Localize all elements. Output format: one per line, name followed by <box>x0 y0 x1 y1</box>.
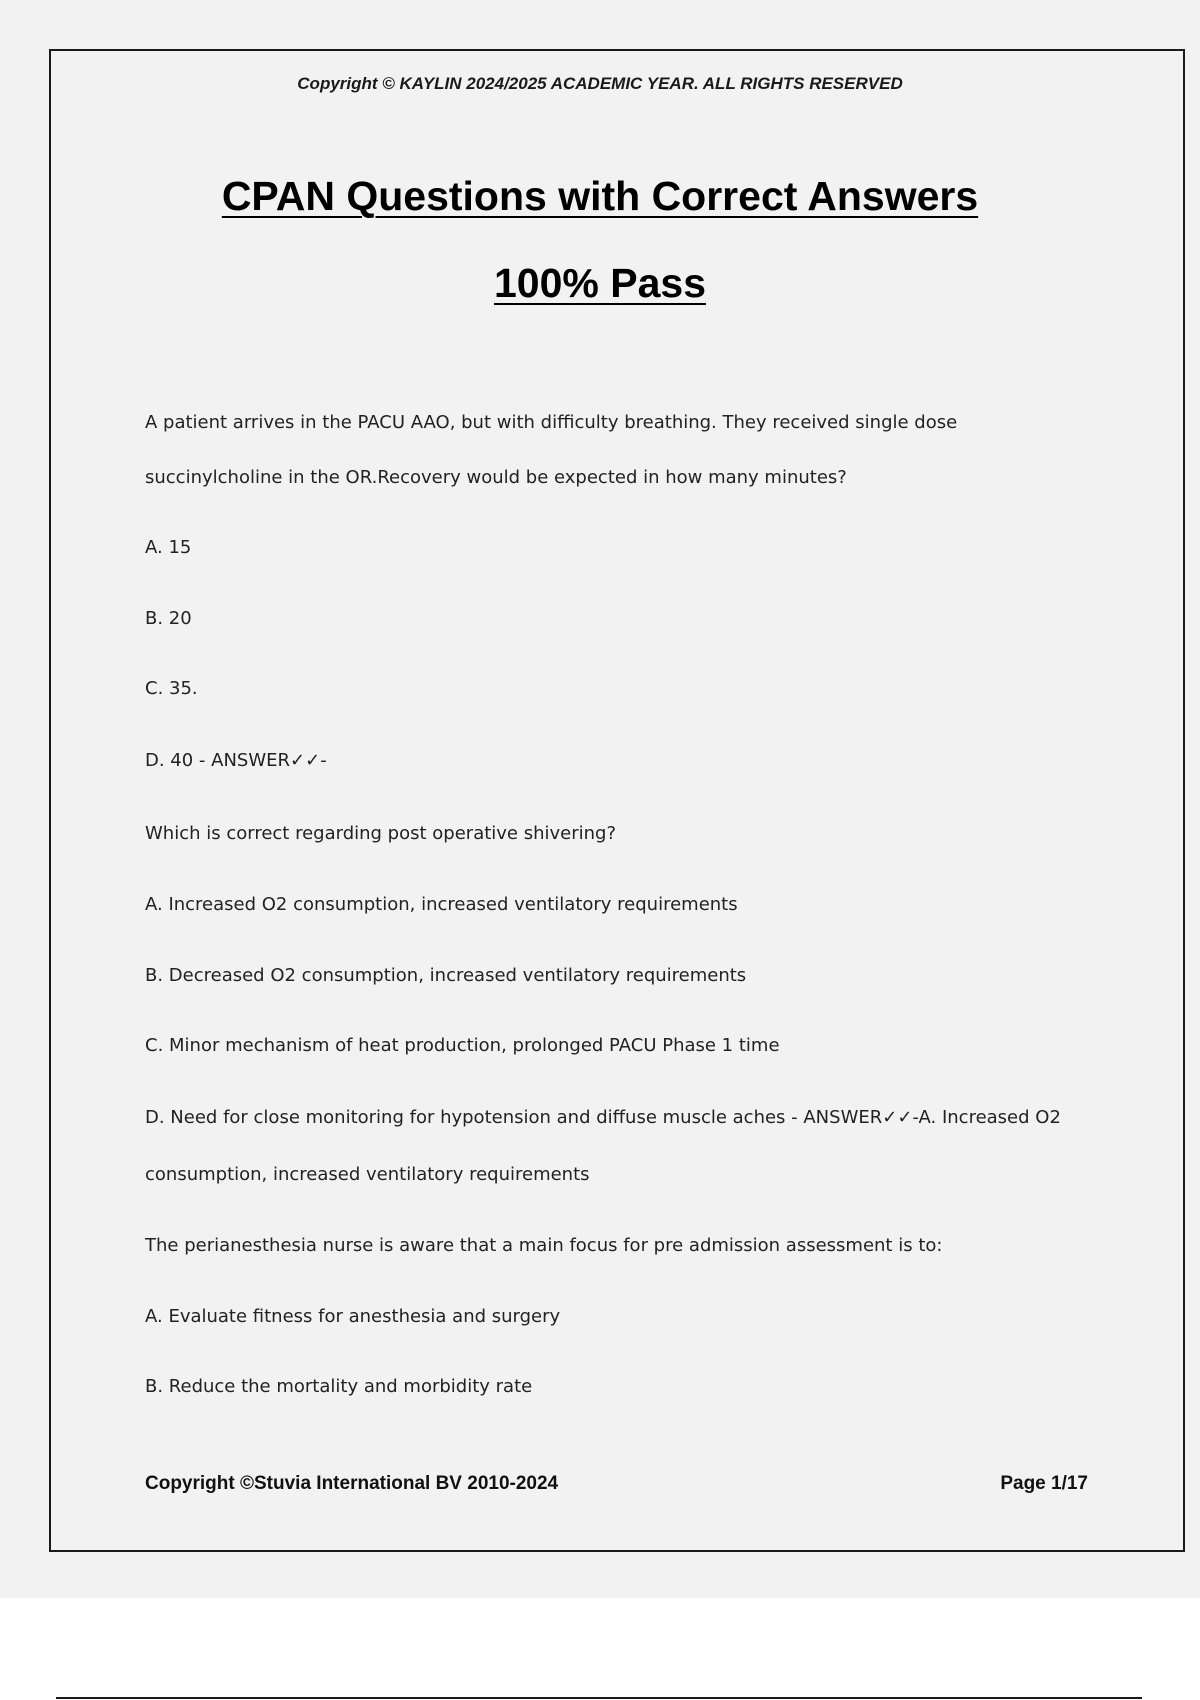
question-3-option-a: A. Evaluate fitness for anesthesia and surgery <box>145 1306 561 1327</box>
question-1-text-line-2: succinylcholine in the OR.Recovery would be expected in how many minutes? <box>145 467 847 488</box>
question-1-option-b: B. 20 <box>145 608 192 629</box>
question-1-option-d: D. 40 - ANSWER✓✓- <box>145 750 327 771</box>
question-1-option-a: A. 15 <box>145 537 192 558</box>
question-2-option-c: C. Minor mechanism of heat production, prolonged PACU Phase 1 time <box>145 1035 780 1056</box>
question-1-text-line-1: A patient arrives in the PACU AAO, but with difficulty breathing. They received single dose <box>145 412 958 433</box>
question-2-option-d-line-2: consumption, increased ventilatory requirements <box>145 1164 590 1185</box>
title-line-1: CPAN Questions with Correct Answers <box>221 173 979 219</box>
document-subtitle <box>0 260 1200 307</box>
question-2-text: Which is correct regarding post operative shivering? <box>145 823 617 844</box>
next-page-rule <box>56 1697 1142 1699</box>
question-3-option-b: B. Reduce the mortality and morbidity rate <box>145 1376 533 1397</box>
question-3-text: The perianesthesia nurse is aware that a main focus for pre admission assessment is to: <box>145 1235 943 1256</box>
question-1-option-c: C. 35. <box>145 678 198 699</box>
question-2-option-a: A. Increased O2 consumption, increased ventilatory requirements <box>145 894 738 915</box>
footer-copyright: Copyright ©Stuvia International BV 2010-2024 <box>145 1473 559 1494</box>
title-line-2: 100% Pass <box>493 260 706 306</box>
document-title <box>0 173 1200 220</box>
question-2-option-d-line-1: D. Need for close monitoring for hypotension and diffuse muscle aches - ANSWER✓✓-A. Increased O2 <box>145 1107 1061 1128</box>
header-copyright: Copyright © KAYLIN 2024/2025 ACADEMIC YEAR. ALL RIGHTS RESERVED <box>297 74 903 93</box>
page-number: Page 1/17 <box>1000 1473 1088 1494</box>
question-2-option-b: B. Decreased O2 consumption, increased ventilatory requirements <box>145 965 747 986</box>
